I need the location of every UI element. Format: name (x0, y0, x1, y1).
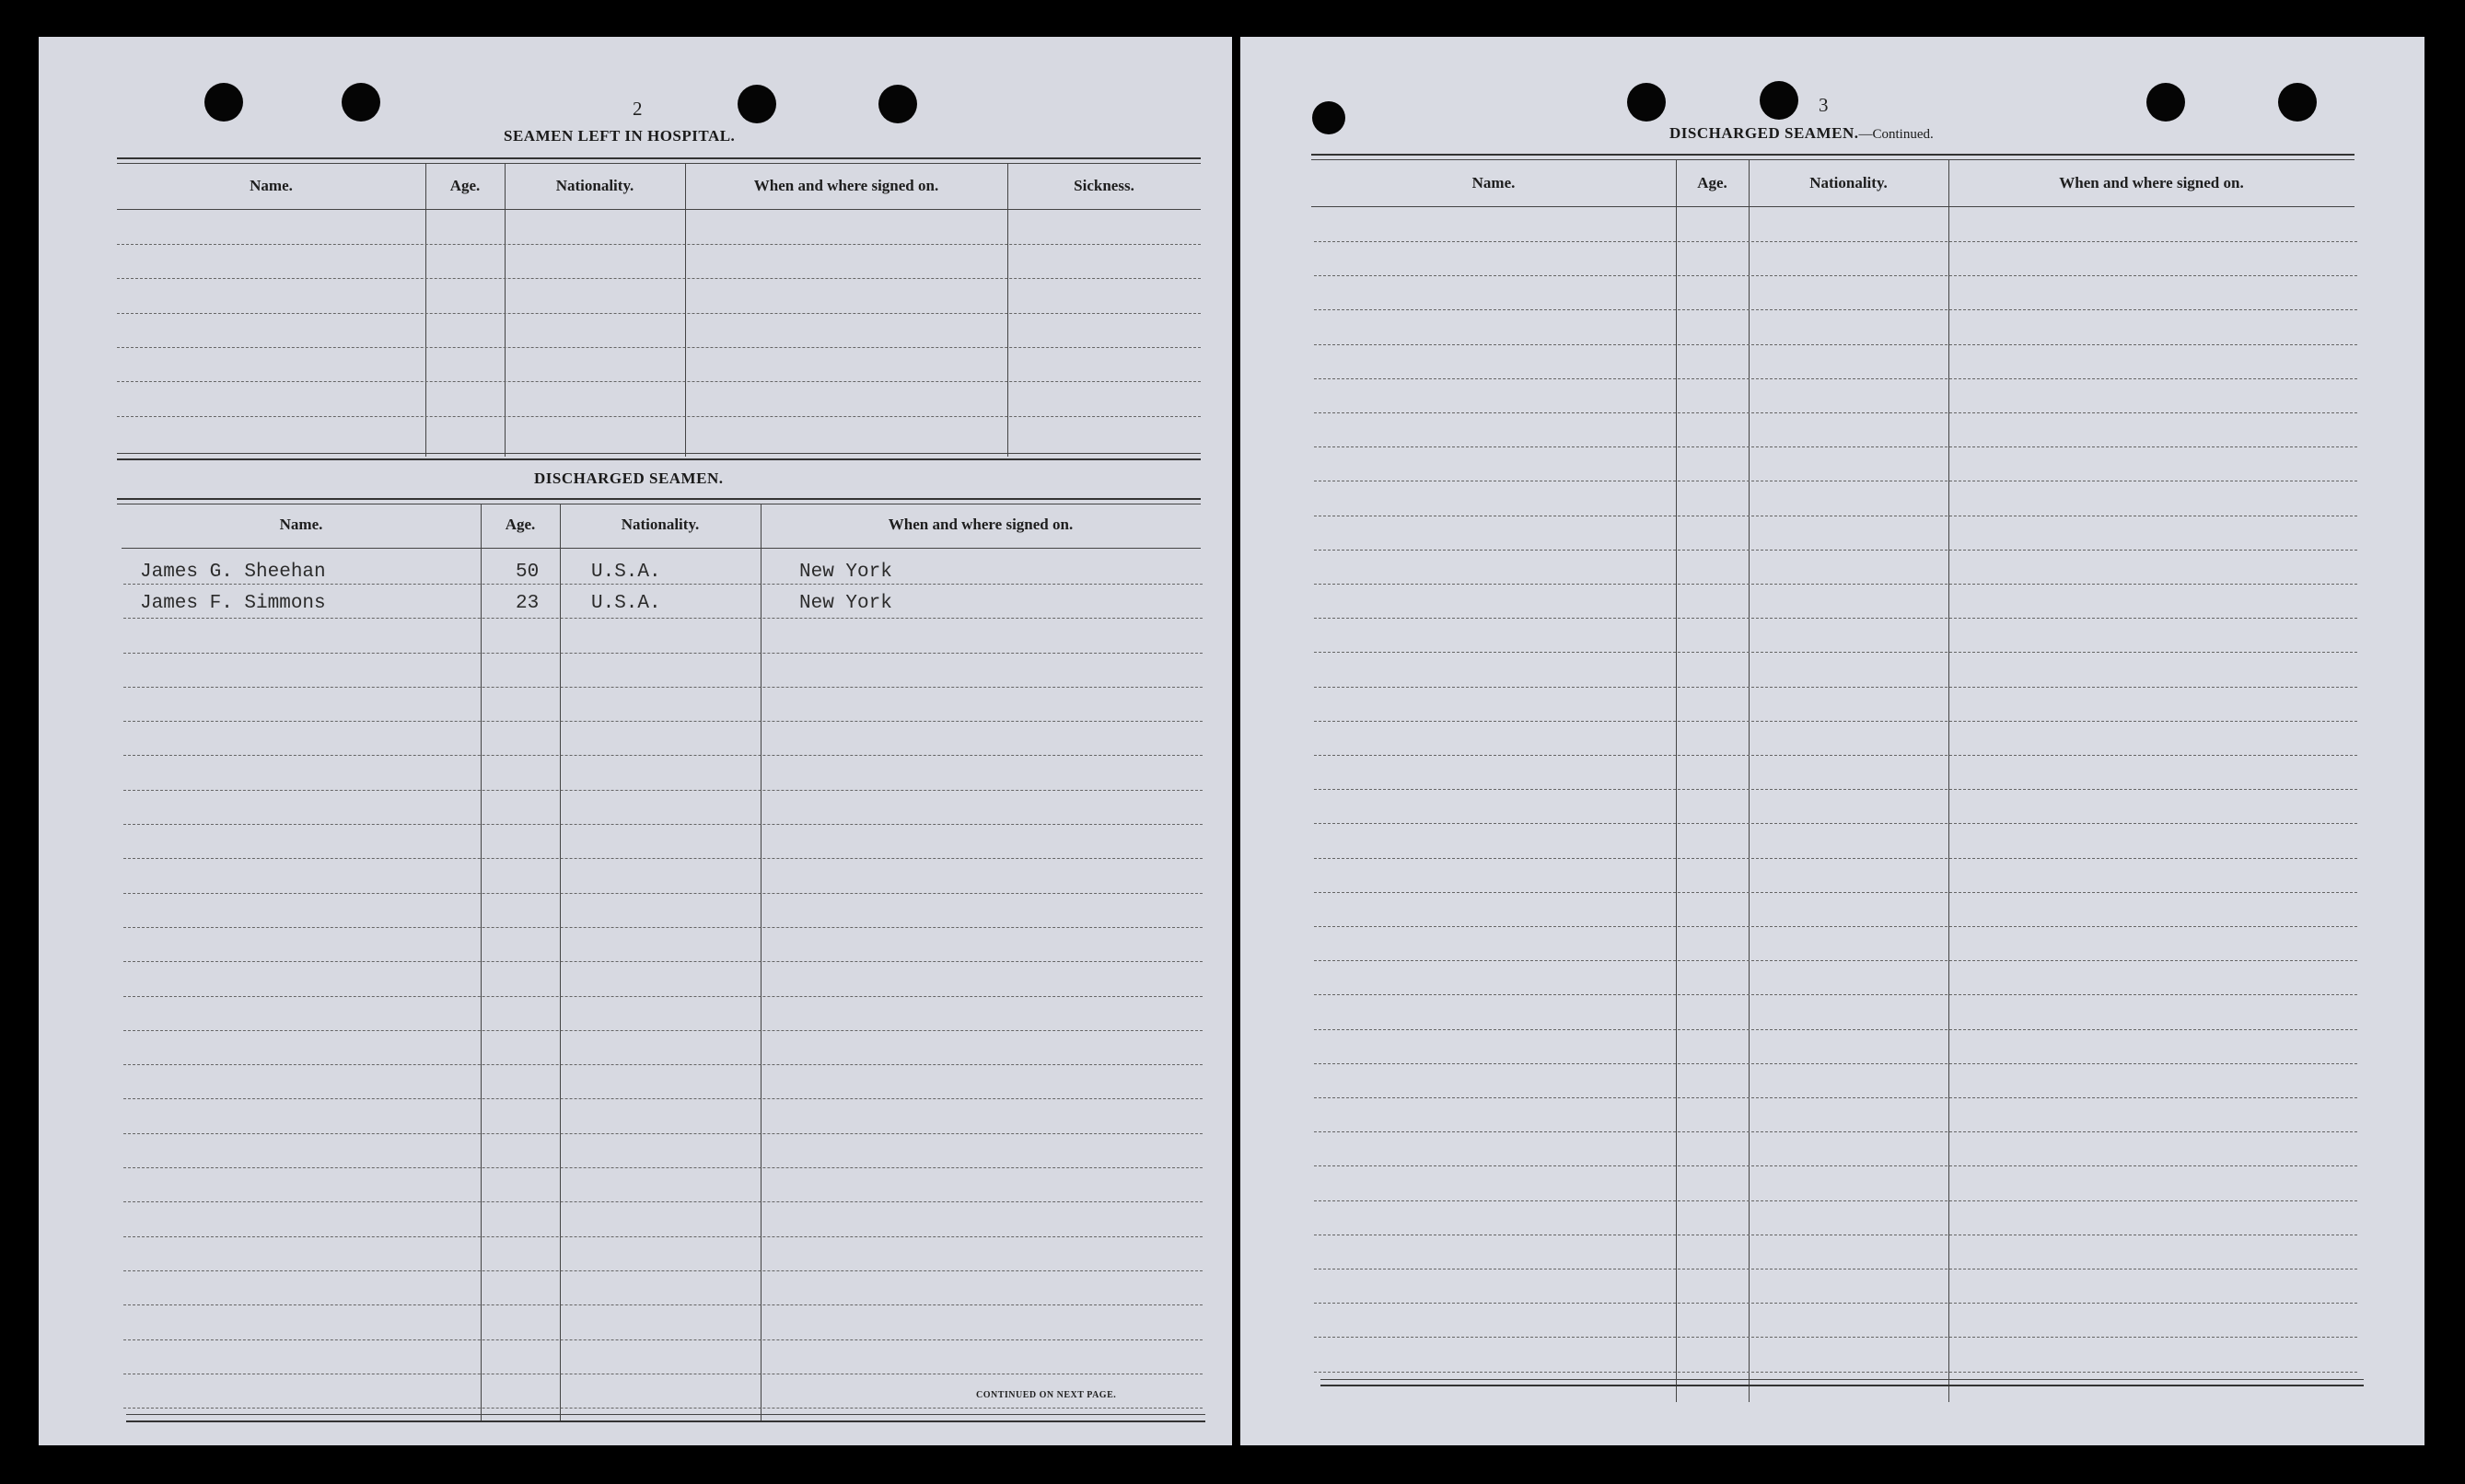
punch-hole (204, 83, 243, 122)
col-header-nationality: Nationality. (555, 177, 634, 194)
col-header-nationality: Nationality. (621, 516, 700, 533)
ruled-line (1314, 618, 2357, 619)
ruled-line (123, 961, 1203, 962)
col-header-signed-on: When and where signed on. (888, 516, 1074, 533)
col-header-age: Age. (449, 177, 481, 194)
ruled-line (123, 1064, 1203, 1065)
ruled-line (123, 1133, 1203, 1134)
ruled-line (123, 1270, 1203, 1271)
ruled-line (123, 858, 1203, 859)
punch-hole (2146, 83, 2185, 122)
punch-hole (1312, 101, 1345, 134)
table-row-signed-on: New York (799, 562, 892, 583)
ruled-line (1314, 1372, 2357, 1373)
ruled-line (123, 1339, 1203, 1340)
ruled-line (1314, 789, 2357, 790)
ruled-line (1314, 721, 2357, 722)
ruled-line (1314, 241, 2357, 242)
ruled-line (1314, 687, 2357, 688)
ruled-line (1314, 755, 2357, 756)
page-number: 3 (1819, 94, 1829, 116)
hospital-section-title: SEAMEN LEFT IN HOSPITAL. (504, 127, 736, 145)
table-row-signed-on: New York (799, 593, 892, 614)
ruled-line (123, 790, 1203, 791)
col-header-signed-on: When and where signed on. (2059, 174, 2244, 191)
ruled-line (123, 618, 1203, 619)
punch-hole (342, 83, 380, 122)
ruled-line (1314, 1029, 2357, 1030)
ruled-line (1314, 378, 2357, 379)
col-header-sickness: Sickness. (1074, 177, 1134, 194)
ruled-line (123, 996, 1203, 997)
ruled-line (1314, 1269, 2357, 1270)
col-header-name: Name. (279, 516, 323, 533)
ruled-line (1314, 858, 2357, 859)
ruled-line (123, 1098, 1203, 1099)
table-row-nationality: U.S.A. (591, 562, 661, 583)
ruled-line (123, 1030, 1203, 1031)
ruled-line (123, 824, 1203, 825)
ruled-line (1314, 446, 2357, 447)
ruled-line (123, 1236, 1203, 1237)
ruled-line (1314, 550, 2357, 551)
ruled-line (1314, 652, 2357, 653)
ruled-line (123, 893, 1203, 894)
col-header-age: Age. (1697, 174, 1727, 191)
ruled-line (1314, 344, 2357, 345)
ruled-line (1314, 994, 2357, 995)
punch-hole (878, 85, 917, 123)
ruled-line (123, 584, 1203, 585)
ruled-line (123, 1408, 1203, 1409)
ruled-line (123, 1167, 1203, 1168)
ruled-line (1314, 1303, 2357, 1304)
right-page (1240, 37, 2424, 1445)
punch-hole (1627, 83, 1666, 122)
col-header-name: Name. (1471, 174, 1516, 191)
ruled-line (1314, 926, 2357, 927)
ruled-line (123, 927, 1203, 928)
ruled-line (1314, 1165, 2357, 1166)
col-header-nationality: Nationality. (1809, 174, 1888, 191)
ruled-line (1314, 823, 2357, 824)
col-header-name: Name. (250, 177, 293, 194)
table-row-nationality: U.S.A. (591, 593, 661, 614)
page-number: 2 (633, 98, 643, 120)
table-row-name: James F. Simmons (140, 593, 326, 614)
ruled-line (1314, 1063, 2357, 1064)
ruled-line (123, 653, 1203, 654)
ruled-line (1314, 309, 2357, 310)
table-row-age: 50 (516, 562, 540, 583)
ruled-line (1314, 275, 2357, 276)
left-page (39, 37, 1232, 1445)
punch-hole (738, 85, 776, 123)
ruled-line (1314, 584, 2357, 585)
ruled-line (1314, 1200, 2357, 1201)
ruled-line (1314, 960, 2357, 961)
ruled-line (123, 721, 1203, 722)
col-header-signed-on: When and where signed on. (753, 177, 939, 194)
col-header-age: Age. (505, 516, 536, 533)
ruled-line (1314, 1097, 2357, 1098)
ruled-line (123, 1304, 1203, 1305)
ruled-line (1314, 412, 2357, 413)
table-row-name: James G. Sheehan (140, 562, 326, 583)
continued-note: CONTINUED ON NEXT PAGE. (976, 1390, 1117, 1400)
table-row-age: 23 (516, 593, 540, 614)
ruled-line (123, 1201, 1203, 1202)
ruled-line (1314, 892, 2357, 893)
ruled-line (1314, 1337, 2357, 1338)
discharged-continued-title: DISCHARGED SEAMEN.—Continued. (1669, 124, 1934, 142)
punch-hole (2278, 83, 2317, 122)
ruled-line (123, 755, 1203, 756)
ruled-line (1314, 1131, 2357, 1132)
discharged-section-title: DISCHARGED SEAMEN. (534, 470, 724, 487)
ruled-line (123, 687, 1203, 688)
punch-hole (1760, 81, 1798, 120)
